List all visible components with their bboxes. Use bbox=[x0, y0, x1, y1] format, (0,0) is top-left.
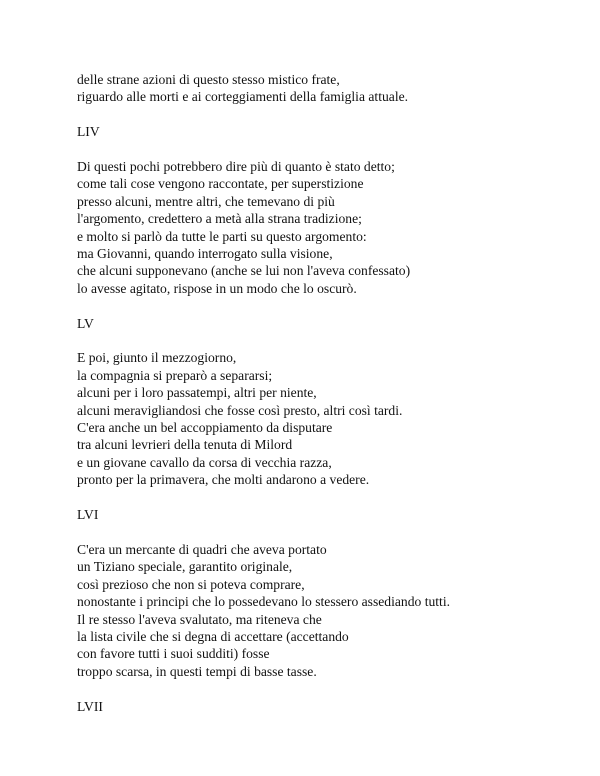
text-line: tra alcuni levrieri della tenuta di Milord bbox=[77, 437, 293, 453]
text-line: pronto per la primavera, che molti andarono a vedere. bbox=[77, 472, 370, 488]
text-line: come tali cose vengono raccontate, per superstizione bbox=[77, 176, 364, 192]
text-line: e un giovane cavallo da corsa di vecchia razza, bbox=[77, 454, 332, 470]
text-line: C'era anche un bel accoppiamento da disputare bbox=[77, 420, 333, 436]
text-line: E poi, giunto il mezzogiorno, bbox=[77, 350, 237, 366]
section-heading-lvii: LVII bbox=[77, 698, 103, 714]
text-line: che alcuni supponevano (anche se lui non l'aveva confessato) bbox=[77, 263, 411, 279]
section-heading-lvi: LVI bbox=[77, 507, 99, 523]
text-line: riguardo alle morti e ai corteggiamenti della famiglia attuale. bbox=[77, 89, 409, 105]
text-line: alcuni meravigliandosi che fosse così presto, altri così tardi. bbox=[77, 402, 403, 418]
stanza-lv bbox=[77, 349, 587, 488]
text-line: Il re stesso l'aveva svalutato, ma riteneva che bbox=[77, 611, 322, 627]
text-line: la lista civile che si degna di accettare (accettando bbox=[77, 628, 349, 644]
text-line: un Tiziano speciale, garantito originale, bbox=[77, 559, 293, 575]
section-heading-liv: LIV bbox=[77, 124, 100, 140]
text-line: C'era un mercante di quadri che aveva portato bbox=[77, 541, 327, 557]
text-line: troppo scarsa, in questi tempi di basse tasse. bbox=[77, 663, 317, 679]
text-line: Di questi pochi potrebbero dire più di quanto è stato detto; bbox=[77, 159, 395, 174]
text-line: con favore tutti i suoi sudditi) fosse bbox=[77, 646, 270, 662]
text-line: ma Giovanni, quando interrogato sulla visione, bbox=[77, 246, 333, 262]
text-line: la compagnia si preparò a separarsi; bbox=[77, 367, 273, 383]
text-line: nonostante i principi che lo possedevano lo stessero assediando tutti. bbox=[77, 594, 450, 610]
text-line: e molto si parlò da tutte le parti su questo argomento: bbox=[77, 228, 367, 244]
section-heading-lv: LV bbox=[77, 315, 94, 331]
document-page bbox=[77, 71, 587, 732]
text-line: l'argomento, credettero a metà alla strana tradizione; bbox=[77, 211, 362, 227]
stanza-liv bbox=[77, 158, 587, 297]
opening-stanza bbox=[77, 71, 587, 106]
text-line: alcuni per i loro passatempi, altri per niente, bbox=[77, 385, 317, 401]
text-line: così prezioso che non si poteva comprare, bbox=[77, 576, 305, 592]
text-line: lo avesse agitato, rispose in un modo che lo oscurò. bbox=[77, 280, 357, 296]
text-line: delle strane azioni di questo stesso mistico frate, bbox=[77, 72, 340, 87]
stanza-lvi bbox=[77, 541, 587, 680]
text-line: presso alcuni, mentre altri, che temevano di più bbox=[77, 193, 335, 209]
